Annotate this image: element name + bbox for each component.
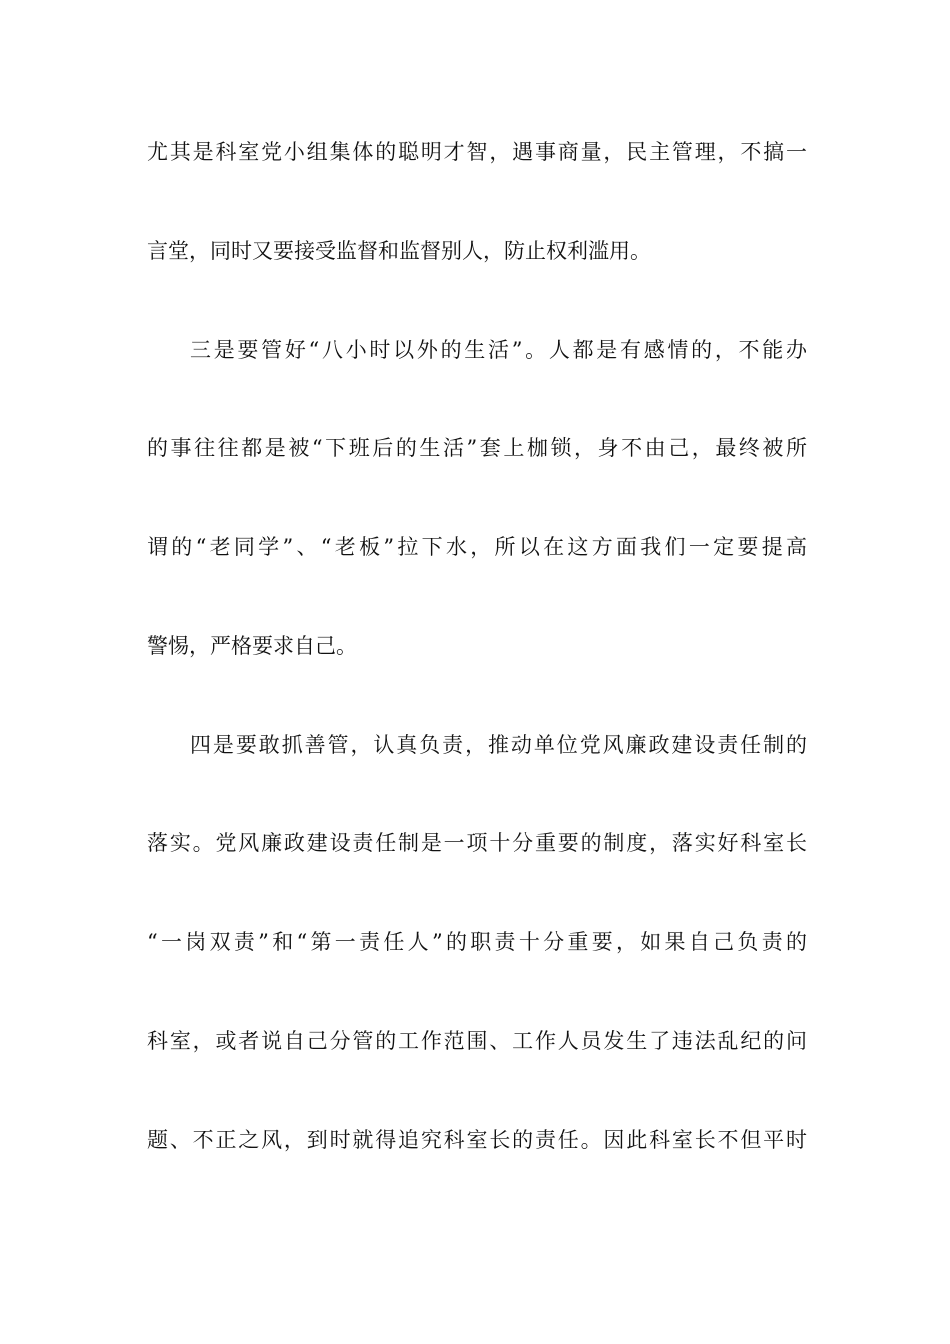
paragraph-start-line: 三是要管好“八小时以外的生活”。人都是有感情的，不能办	[190, 337, 807, 362]
blank-line	[147, 671, 807, 720]
text-line: 落实。党风廉政建设责任制是一项十分重要的制度，落实好科室长	[147, 831, 807, 856]
blank-line	[147, 770, 807, 819]
blank-line	[147, 1066, 807, 1115]
document-body	[147, 128, 807, 1165]
blank-line	[147, 474, 807, 523]
text-line: “一岗双责”和“第一责任人”的职责十分重要，如果自己负责的	[147, 930, 807, 955]
paragraph-start-line: 四是要敢抓善管，认真负责，推动单位党风廉政建设责任制的	[190, 732, 807, 757]
blank-line	[147, 177, 807, 226]
text-line: 的事往往都是被“下班后的生活”套上枷锁，身不由己，最终被所	[147, 436, 807, 461]
text-line: 警惕，严格要求自己。	[147, 633, 357, 658]
blank-line	[147, 375, 807, 424]
blank-line	[147, 968, 807, 1017]
blank-line	[147, 276, 807, 325]
blank-line	[147, 869, 807, 918]
text-line: 谓的“老同学”、“老板”拉下水，所以在这方面我们一定要提高	[147, 535, 807, 560]
text-line: 尤其是科室党小组集体的聪明才智，遇事商量，民主管理，不搞一	[147, 140, 807, 164]
blank-line	[147, 573, 807, 622]
text-line: 题、不正之风，到时就得追究科室长的责任。因此科室长不但平时	[147, 1127, 807, 1152]
text-line: 言堂，同时又要接受监督和监督别人，防止权利滥用。	[147, 238, 651, 263]
text-line: 科室，或者说自己分管的工作范围、工作人员发生了违法乱纪的问	[147, 1029, 807, 1054]
